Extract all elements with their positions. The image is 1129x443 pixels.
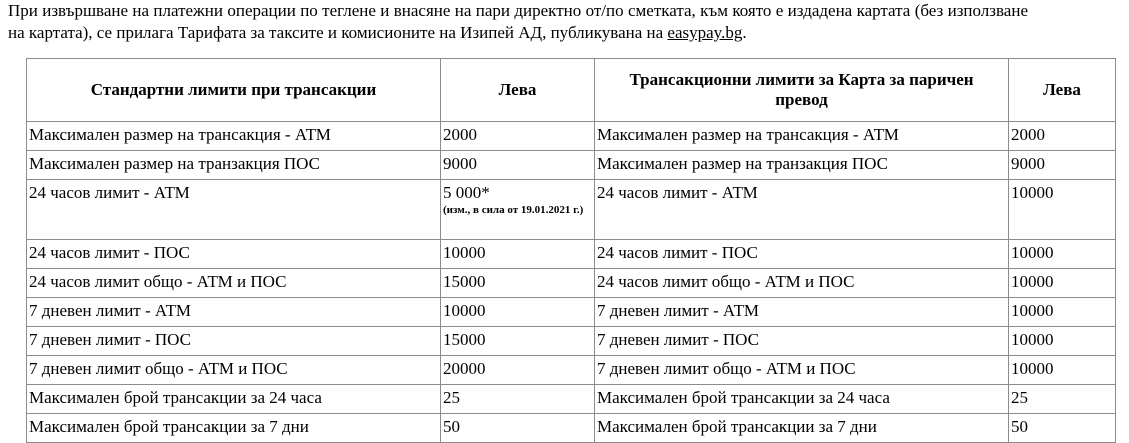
table-row xyxy=(27,414,1116,443)
row-value-standard-cell xyxy=(441,180,595,240)
row-value-card: 10000 xyxy=(1009,356,1116,385)
row-value-card: 10000 xyxy=(1009,269,1116,298)
header-card-limits: Трансакционни лимити за Карта за паричен превод xyxy=(595,59,1009,122)
intro-text: При извършване на платежни операции по теглене и внасяне на пари директно от/по сметката, към която е издадена картата (без използване на картата), се прилага Тарифата за таксите и комисионите на Изипей АД, публикувана на xyxy=(8,1,1028,42)
row-value-standard: 20000 xyxy=(441,356,595,385)
intro-paragraph xyxy=(8,0,1028,44)
row-value-standard: 15000 xyxy=(441,327,595,356)
table-row xyxy=(27,180,1116,240)
row-label-standard: 7 дневен лимит - АТМ xyxy=(27,298,441,327)
row-value-standard: 10000 xyxy=(441,298,595,327)
row-value-standard: 50 xyxy=(441,414,595,443)
table-row xyxy=(27,356,1116,385)
row-label-standard: Максимален брой трансакции за 24 часа xyxy=(27,385,441,414)
table-row xyxy=(27,327,1116,356)
row-label-standard: Максимален размер на транзакция ПОС xyxy=(27,151,441,180)
header-leva-card: Лева xyxy=(1009,59,1116,122)
row-value-card: 10000 xyxy=(1009,298,1116,327)
header-standard-limits: Стандартни лимити при трансакции xyxy=(27,59,441,122)
table-row xyxy=(27,269,1116,298)
row-value-card: 9000 xyxy=(1009,151,1116,180)
row-label-standard: 24 часов лимит общо - АТМ и ПОС xyxy=(27,269,441,298)
row-value-standard: 15000 xyxy=(441,269,595,298)
row-label-card: Максимален брой трансакции за 7 дни xyxy=(595,414,1009,443)
row-value-standard: 9000 xyxy=(441,151,595,180)
row-label-card: 7 дневен лимит - АТМ xyxy=(595,298,1009,327)
table-row xyxy=(27,122,1116,151)
easypay-link[interactable]: easypay.bg xyxy=(667,23,743,42)
row-value-card: 2000 xyxy=(1009,122,1116,151)
row-label-card: Максимален размер на транзакция ПОС xyxy=(595,151,1009,180)
table-row xyxy=(27,240,1116,269)
row-value-standard: 10000 xyxy=(441,240,595,269)
row-label-standard: 7 дневен лимит - ПОС xyxy=(27,327,441,356)
row-label-standard: 24 часов лимит - АТМ xyxy=(27,180,441,240)
row-label-standard: Максимален брой трансакции за 7 дни xyxy=(27,414,441,443)
row-label-card: Максимален брой трансакции за 24 часа xyxy=(595,385,1009,414)
row-label-card: Максимален размер на трансакция - АТМ xyxy=(595,122,1009,151)
row-label-standard: 24 часов лимит - ПОС xyxy=(27,240,441,269)
table-row xyxy=(27,298,1116,327)
row-value-standard: 25 xyxy=(441,385,595,414)
row-label-card: 24 часов лимит - АТМ xyxy=(595,180,1009,240)
table-row xyxy=(27,151,1116,180)
row-value-standard: 2000 xyxy=(441,122,595,151)
intro-end: . xyxy=(742,23,747,42)
row-label-card: 24 часов лимит - ПОС xyxy=(595,240,1009,269)
row-value-card: 50 xyxy=(1009,414,1116,443)
row-label-card: 24 часов лимит общо - АТМ и ПОС xyxy=(595,269,1009,298)
header-leva-standard: Лева xyxy=(441,59,595,122)
row-label-card: 7 дневен лимит - ПОС xyxy=(595,327,1009,356)
row-label-standard: Максимален размер на трансакция - АТМ xyxy=(27,122,441,151)
row-value-card: 10000 xyxy=(1009,240,1116,269)
row-value-card: 10000 xyxy=(1009,327,1116,356)
amendment-note: (изм., в сила от 19.01.2021 г.) xyxy=(443,204,584,216)
row-label-card: 7 дневен лимит общо - АТМ и ПОС xyxy=(595,356,1009,385)
row-value-standard: 5 000* xyxy=(443,183,490,202)
row-value-card: 10000 xyxy=(1009,180,1116,240)
row-value-card: 25 xyxy=(1009,385,1116,414)
table-header-row xyxy=(27,59,1116,122)
row-label-standard: 7 дневен лимит общо - АТМ и ПОС xyxy=(27,356,441,385)
limits-table xyxy=(26,58,1116,443)
table-row xyxy=(27,385,1116,414)
